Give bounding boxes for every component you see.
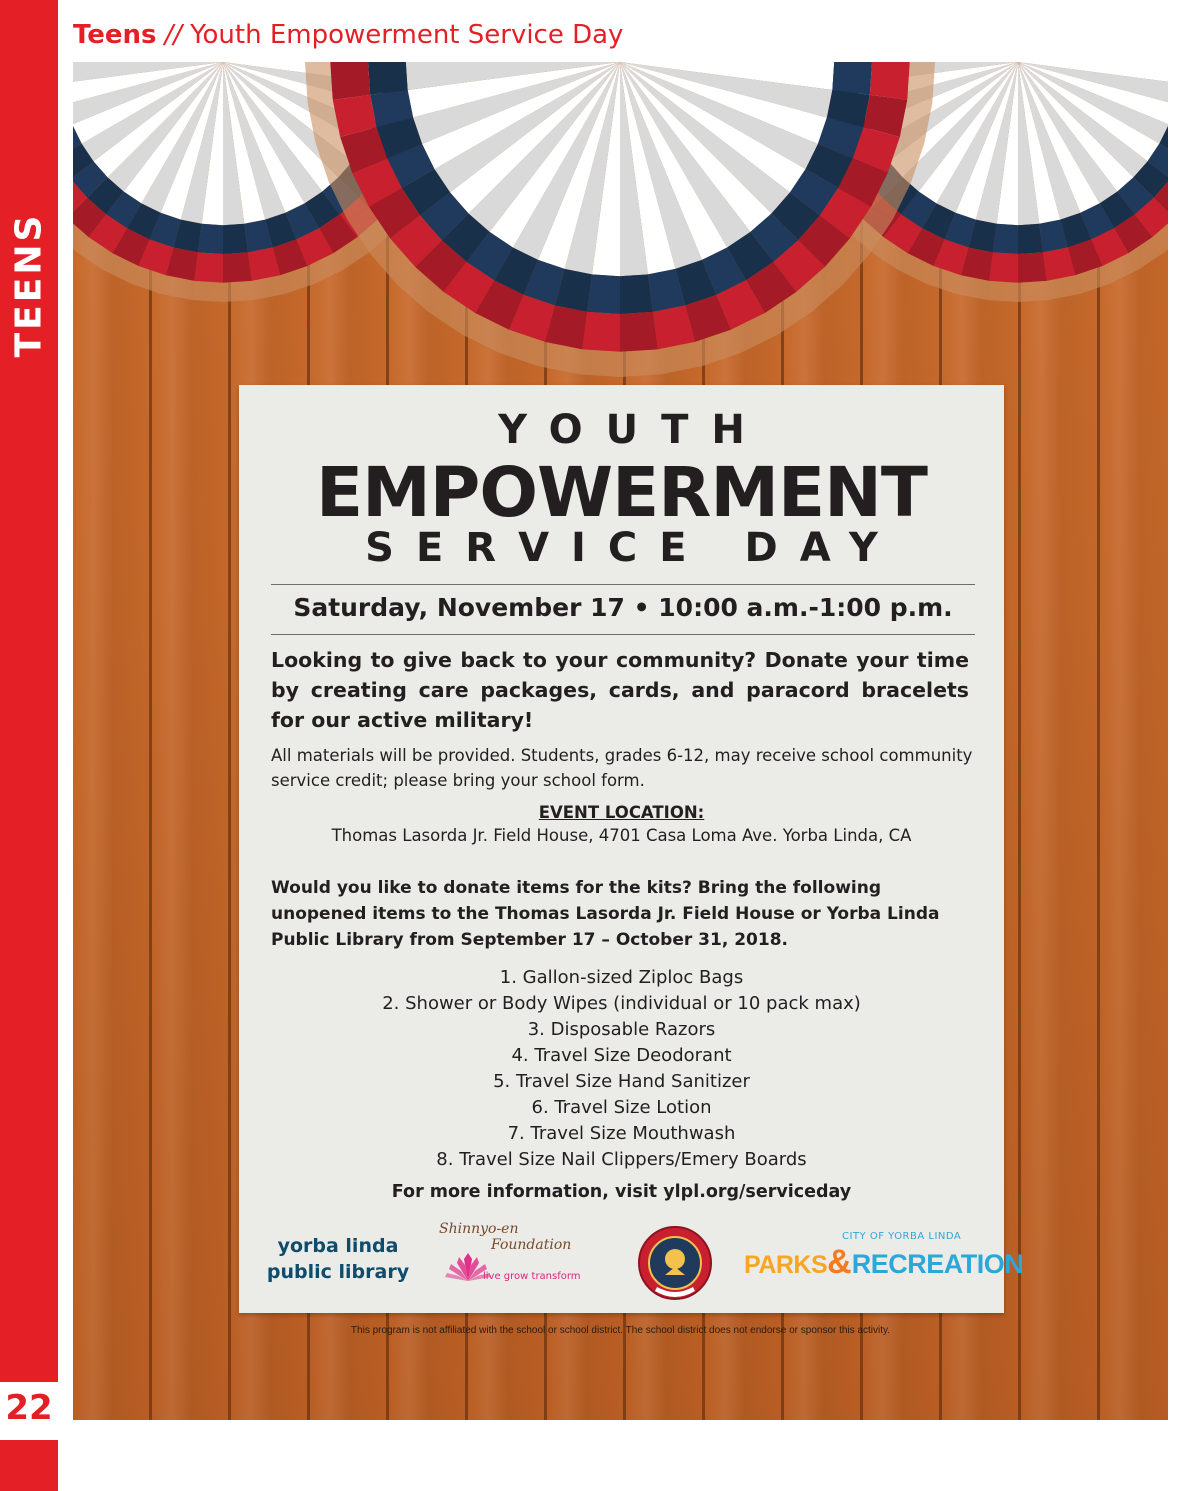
flyer-card xyxy=(239,385,1024,1313)
flyer-title-youth: YOUTH xyxy=(498,407,768,453)
page-header xyxy=(73,20,623,50)
header-separator: // xyxy=(164,20,183,50)
parks-logo-city: CITY OF YORBA LINDA xyxy=(842,1231,962,1242)
page-number: 22 xyxy=(5,1388,53,1428)
parks-logo-ampersand: & xyxy=(827,1243,852,1281)
list-item: 2. Shower or Body Wipes (individual or 10 pack max) xyxy=(382,993,861,1014)
section-tab-label: TEENS xyxy=(8,212,50,358)
list-item: 6. Travel Size Lotion xyxy=(531,1097,712,1118)
library-logo-line2: public library xyxy=(266,1261,410,1283)
divider-bottom xyxy=(271,634,975,635)
more-info-link-text: For more information, visit ylpl.org/serviceday xyxy=(391,1182,852,1202)
event-date-time: Saturday, November 17 • 10:00 a.m.-1:00 p.m. xyxy=(293,593,953,622)
list-item: 3. Disposable Razors xyxy=(527,1019,716,1040)
list-item: 7. Travel Size Mouthwash xyxy=(507,1123,736,1144)
list-item: 1. Gallon-sized Ziploc Bags xyxy=(499,967,744,988)
library-logo xyxy=(253,1233,423,1285)
shinnyo-name-line1: Shinnyo-en xyxy=(439,1221,519,1237)
intro-text: Looking to give back to your community? Donate your time by creating care packages, cards, and paracord bracelets for our active military! xyxy=(271,648,969,732)
location-heading: EVENT LOCATION: xyxy=(538,803,705,822)
list-item: 5. Travel Size Hand Sanitizer xyxy=(493,1071,750,1092)
parks-logo-parks: PARKS xyxy=(744,1251,828,1279)
shinnyo-name-line2: Foundation xyxy=(491,1237,572,1253)
list-item: 4. Travel Size Deodorant xyxy=(511,1045,732,1066)
bunting-decoration xyxy=(73,62,1168,422)
flyer xyxy=(73,62,1168,1420)
parks-recreation-logo xyxy=(744,1231,1024,1291)
flyer-title-service-day: SERVICE DAY xyxy=(365,525,900,571)
location-address: Thomas Lasorda Jr. Field House, 4701 Casa Loma Ave. Yorba Linda, CA xyxy=(331,826,912,845)
flyer-title-empowerment: EMPOWERMENT xyxy=(315,453,927,533)
shinnyo-foundation-logo xyxy=(439,1221,619,1291)
list-item: 8. Travel Size Nail Clippers/Emery Boards xyxy=(436,1149,807,1170)
donation-items-list xyxy=(239,965,1004,1173)
shinnyo-tagline: live grow transform xyxy=(483,1271,581,1282)
donate-text: Would you like to donate items for the kits? Bring the following unopened items to the Thomas Lasorda Jr. Field House or Yorba Linda Public Library from September 17 – October 31, 2018. xyxy=(271,878,940,950)
library-logo-line1: yorba linda xyxy=(277,1235,399,1257)
military-seal-icon xyxy=(637,1225,713,1301)
divider-top xyxy=(271,584,975,585)
header-section: Teens xyxy=(73,20,157,50)
materials-text: All materials will be provided. Students, grades 6-12, may receive school community service credit; please bring your school form. xyxy=(271,746,973,790)
parks-logo-recreation: RECREATION xyxy=(851,1249,1024,1279)
disclaimer: This program is not affiliated with the school or school district. The school district does not endorse or sponsor this activity. xyxy=(350,1325,891,1336)
header-title: Youth Empowerment Service Day xyxy=(190,20,624,50)
